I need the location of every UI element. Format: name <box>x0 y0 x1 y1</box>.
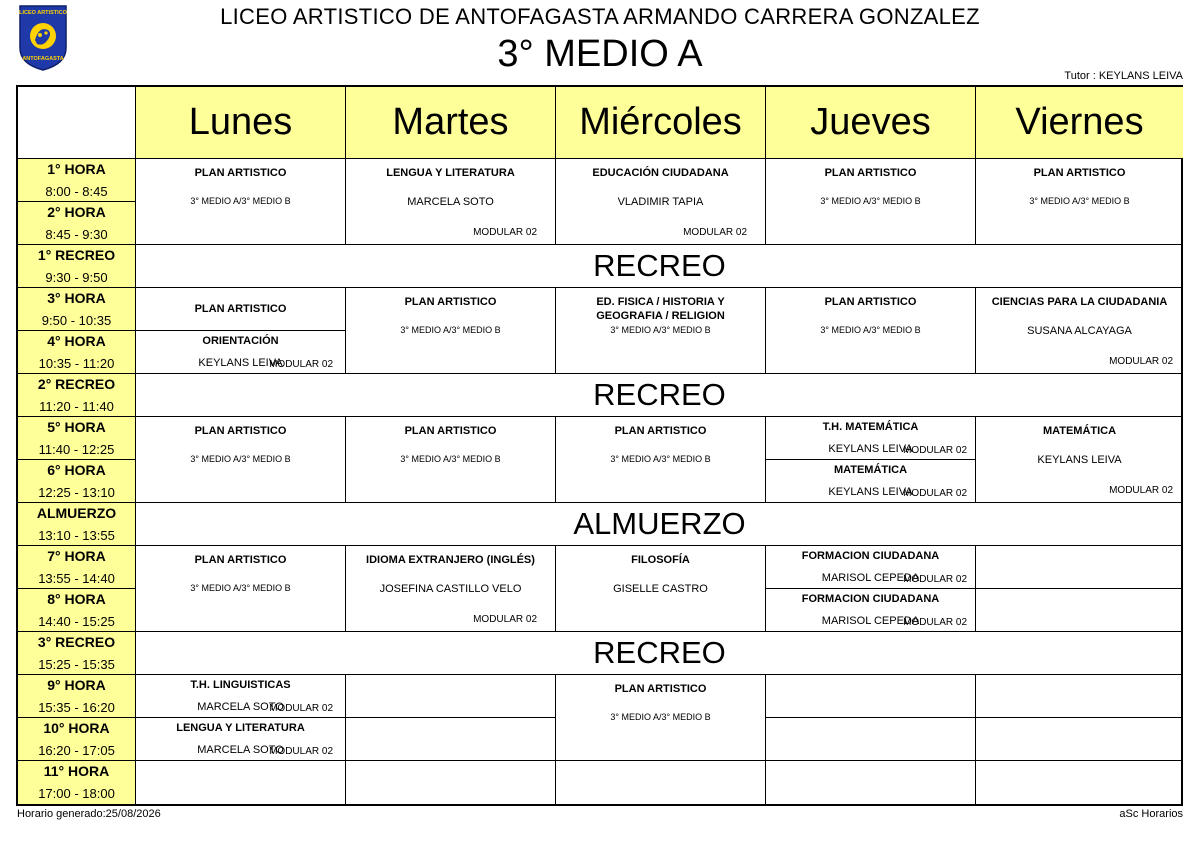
lesson-cell[interactable] <box>346 546 556 632</box>
period-title: 2° RECREO <box>37 376 116 392</box>
lesson-teacher: MARISOL CEPEDA <box>821 615 920 627</box>
lesson-cell[interactable] <box>346 417 556 503</box>
tutor-label: Tutor : KEYLANS LEIVA <box>1064 70 1183 82</box>
lesson-cell[interactable] <box>766 159 976 245</box>
period-time: 11:20 - 11:40 <box>39 399 114 414</box>
empty-cell <box>766 761 976 804</box>
period-title: 7° HORA <box>47 548 106 564</box>
period-10 <box>18 718 136 761</box>
lesson-subject: FORMACION CIUDADANA <box>801 593 940 605</box>
lesson-room: MODULAR 02 <box>1109 485 1173 496</box>
lesson-teacher: MARISOL CEPEDA <box>821 572 920 584</box>
lesson-group: 3° MEDIO A/3° MEDIO B <box>400 325 501 335</box>
lesson-teacher: KEYLANS LEIVA <box>1037 454 1122 466</box>
lesson-subject: LENGUA Y LITERATURA <box>176 722 305 734</box>
lesson-subject: ORIENTACIÓN <box>202 335 279 347</box>
empty-cell <box>346 718 556 761</box>
lesson-room: MODULAR 02 <box>1109 356 1173 367</box>
lesson-room: MODULAR 02 <box>683 227 747 238</box>
period-recreo-3 <box>18 632 136 675</box>
period-time: 8:45 - 9:30 <box>45 227 108 242</box>
empty-cell <box>976 675 1183 718</box>
lesson-cell[interactable] <box>556 159 766 245</box>
period-time: 15:25 - 15:35 <box>38 657 115 672</box>
recreo-banner-1 <box>136 245 1183 288</box>
lesson-subject: IDIOMA EXTRANJERO (INGLÉS) <box>366 554 535 566</box>
lesson-subject: FILOSOFÍA <box>631 554 690 566</box>
school-name: LICEO ARTISTICO DE ANTOFAGASTA ARMANDO CARRERA GONZALEZ <box>220 4 980 29</box>
period-11 <box>18 761 136 804</box>
period-time: 12:25 - 13:10 <box>38 485 115 500</box>
lesson-room: MODULAR 02 <box>269 703 333 714</box>
almuerzo-banner <box>136 503 1183 546</box>
lesson-subject: PLAN ARTISTICO <box>824 167 917 179</box>
period-8 <box>18 589 136 632</box>
lesson-teacher: GISELLE CASTRO <box>613 583 708 595</box>
period-title: 11° HORA <box>43 763 110 779</box>
period-1 <box>18 159 136 202</box>
lesson-room: MODULAR 02 <box>903 445 967 456</box>
period-title: 4° HORA <box>47 333 106 349</box>
timetable-grid <box>16 85 1183 806</box>
empty-cell <box>976 718 1183 761</box>
period-time: 10:35 - 11:20 <box>38 356 115 371</box>
lesson-cell[interactable] <box>766 288 976 374</box>
banner-label: RECREO <box>593 248 726 283</box>
lesson-subject: PLAN ARTISTICO <box>1033 167 1126 179</box>
lesson-cell[interactable] <box>346 159 556 245</box>
empty-cell <box>346 761 556 804</box>
period-time: 8:00 - 8:45 <box>45 184 108 199</box>
period-title: 3° RECREO <box>37 634 116 650</box>
day-header-jueves <box>766 87 976 159</box>
lesson-cell[interactable] <box>136 675 346 718</box>
banner-label: RECREO <box>593 635 726 670</box>
lesson-cell[interactable] <box>136 718 346 761</box>
lesson-cell[interactable] <box>136 331 346 374</box>
lesson-subject: PLAN ARTISTICO <box>194 425 287 437</box>
lesson-cell[interactable] <box>766 546 976 589</box>
software-credit: aSc Horarios <box>1119 808 1183 820</box>
lesson-teacher: MARCELA SOTO <box>197 701 284 713</box>
period-title: ALMUERZO <box>36 505 117 521</box>
lesson-cell[interactable] <box>976 417 1183 503</box>
logo-top-text: LICEO ARTISTICO <box>19 10 67 16</box>
lesson-cell[interactable] <box>556 546 766 632</box>
lesson-cell[interactable] <box>976 288 1183 374</box>
period-time: 9:30 - 9:50 <box>45 270 108 285</box>
lesson-cell[interactable] <box>766 460 976 503</box>
lesson-subject: PLAN ARTISTICO <box>194 554 287 566</box>
day-header-martes <box>346 87 556 159</box>
corner-cell <box>18 87 136 159</box>
lesson-cell[interactable] <box>556 417 766 503</box>
period-title: 8° HORA <box>47 591 106 607</box>
empty-cell <box>976 589 1183 632</box>
lesson-room: MODULAR 02 <box>903 488 967 499</box>
lesson-teacher: SUSANA ALCAYAGA <box>1027 325 1132 337</box>
period-6 <box>18 460 136 503</box>
lesson-room: MODULAR 02 <box>903 574 967 585</box>
lesson-subject: PLAN ARTISTICO <box>614 683 707 695</box>
logo-bottom-text: ANTOFAGASTA <box>22 56 64 62</box>
period-3 <box>18 288 136 331</box>
lesson-subject: PLAN ARTISTICO <box>404 296 497 308</box>
banner-label: RECREO <box>593 377 726 412</box>
lesson-cell[interactable] <box>136 288 346 331</box>
period-title: 9° HORA <box>47 677 106 693</box>
period-title: 1° HORA <box>47 161 106 177</box>
lesson-subject: T.H. MATEMÁTICA <box>822 421 919 433</box>
day-header-lunes <box>136 87 346 159</box>
day-header-miercoles <box>556 87 766 159</box>
lesson-cell[interactable] <box>976 159 1183 245</box>
lesson-group: 3° MEDIO A/3° MEDIO B <box>610 454 711 464</box>
period-time: 13:55 - 14:40 <box>38 571 115 586</box>
day-header-viernes <box>976 87 1183 159</box>
lesson-group: 3° MEDIO A/3° MEDIO B <box>820 325 921 335</box>
lesson-teacher: VLADIMIR TAPIA <box>617 196 704 208</box>
lesson-cell[interactable] <box>556 675 766 761</box>
period-title: 6° HORA <box>47 462 106 478</box>
lesson-cell[interactable] <box>766 589 976 632</box>
period-recreo-2 <box>18 374 136 417</box>
lesson-cell[interactable] <box>136 417 346 503</box>
empty-cell <box>136 761 346 804</box>
lesson-group: 3° MEDIO A/3° MEDIO B <box>190 196 291 206</box>
lesson-cell[interactable] <box>556 288 766 374</box>
period-7 <box>18 546 136 589</box>
period-title: 1° RECREO <box>37 247 116 263</box>
period-time: 14:40 - 15:25 <box>38 614 115 629</box>
day-label: Viernes <box>1015 101 1144 143</box>
lesson-teacher: MARCELA SOTO <box>197 744 284 756</box>
lesson-subject: PLAN ARTISTICO <box>194 303 287 315</box>
lesson-group: 3° MEDIO A/3° MEDIO B <box>610 712 711 722</box>
lesson-cell[interactable] <box>766 417 976 460</box>
lesson-room: MODULAR 02 <box>473 227 537 238</box>
period-time: 9:50 - 10:35 <box>41 313 112 328</box>
period-title: 5° HORA <box>47 419 106 435</box>
lesson-subject: EDUCACIÓN CIUDADANA <box>592 167 729 179</box>
empty-cell <box>346 675 556 718</box>
lesson-group: 3° MEDIO A/3° MEDIO B <box>190 454 291 464</box>
period-title: 2° HORA <box>47 204 106 220</box>
lesson-subject: FORMACION CIUDADANA <box>801 550 940 562</box>
lesson-group: 3° MEDIO A/3° MEDIO B <box>1029 196 1130 206</box>
lesson-room: MODULAR 02 <box>269 746 333 757</box>
period-title: 3° HORA <box>47 290 106 306</box>
lesson-subject: LENGUA Y LITERATURA <box>386 167 515 179</box>
recreo-banner-2 <box>136 374 1183 417</box>
lesson-teacher: KEYLANS LEIVA <box>198 357 283 369</box>
lesson-subject: ED. FISICA / HISTORIA Y GEOGRAFIA / RELIGION <box>596 296 725 322</box>
lesson-teacher: JOSEFINA CASTILLO VELO <box>379 583 522 595</box>
empty-cell <box>976 761 1183 804</box>
lesson-teacher: MARCELA SOTO <box>407 196 494 208</box>
period-2 <box>18 202 136 245</box>
lesson-group: 3° MEDIO A/3° MEDIO B <box>610 325 711 335</box>
period-time: 17:00 - 18:00 <box>38 786 115 801</box>
empty-cell <box>556 761 766 804</box>
generated-date: Horario generado:25/08/2026 <box>17 808 161 820</box>
lesson-subject: T.H. LINGUISTICAS <box>190 679 291 691</box>
lesson-subject: CIENCIAS PARA LA CIUDADANIA <box>991 296 1168 308</box>
period-9 <box>18 675 136 718</box>
period-time: 13:10 - 13:55 <box>38 528 115 543</box>
lesson-teacher: KEYLANS LEIVA <box>828 486 913 498</box>
day-label: Martes <box>392 101 509 143</box>
lesson-group: 3° MEDIO A/3° MEDIO B <box>820 196 921 206</box>
lesson-cell[interactable] <box>346 288 556 374</box>
lesson-cell[interactable] <box>136 546 346 632</box>
period-5 <box>18 417 136 460</box>
lesson-subject: PLAN ARTISTICO <box>614 425 707 437</box>
lesson-room: MODULAR 02 <box>473 614 537 625</box>
lesson-cell[interactable] <box>136 159 346 245</box>
lesson-subject: PLAN ARTISTICO <box>824 296 917 308</box>
lesson-room: MODULAR 02 <box>903 617 967 628</box>
empty-cell <box>766 718 976 761</box>
day-label: Lunes <box>188 101 293 143</box>
period-almuerzo <box>18 503 136 546</box>
day-label: Miércoles <box>579 101 742 143</box>
period-time: 16:20 - 17:05 <box>38 743 115 758</box>
period-title: 10° HORA <box>43 720 110 736</box>
period-time: 11:40 - 12:25 <box>38 442 115 457</box>
banner-label: ALMUERZO <box>573 506 746 541</box>
lesson-teacher: KEYLANS LEIVA <box>828 443 913 455</box>
period-recreo-1 <box>18 245 136 288</box>
empty-cell <box>976 546 1183 589</box>
course-title: 3° MEDIO A <box>497 33 703 75</box>
day-label: Jueves <box>810 101 931 143</box>
period-4 <box>18 331 136 374</box>
empty-cell <box>766 675 976 718</box>
lesson-subject: PLAN ARTISTICO <box>404 425 497 437</box>
period-time: 15:35 - 16:20 <box>38 700 115 715</box>
lesson-group: 3° MEDIO A/3° MEDIO B <box>190 583 291 593</box>
lesson-group: 3° MEDIO A/3° MEDIO B <box>400 454 501 464</box>
lesson-subject: MATEMÁTICA <box>1042 425 1117 437</box>
recreo-banner-3 <box>136 632 1183 675</box>
lesson-room: MODULAR 02 <box>269 359 333 370</box>
lesson-subject: MATEMÁTICA <box>833 464 908 476</box>
lesson-subject: PLAN ARTISTICO <box>194 167 287 179</box>
